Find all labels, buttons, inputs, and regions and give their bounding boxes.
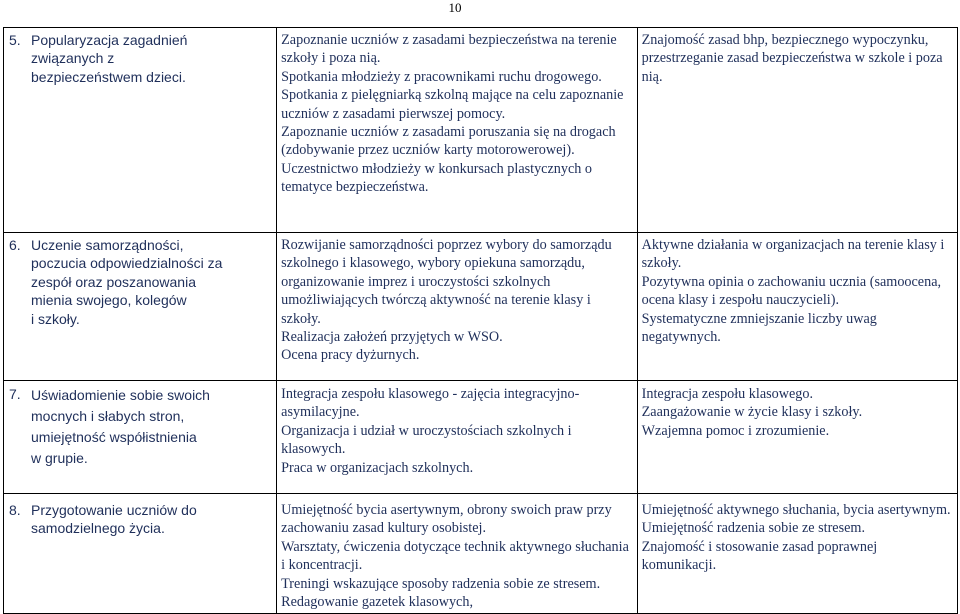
row-number: 8. (9, 502, 21, 518)
goal-line: Uświadomienie sobie swoich (31, 387, 210, 403)
row-number: 5. (9, 32, 21, 48)
action-text: Spotkania młodzieży z pracownikami ruchu drogowego. (281, 68, 602, 85)
row-number: 6. (9, 237, 21, 253)
goal-line: umiejętność współistnienia (31, 429, 197, 445)
table-row (4, 28, 958, 233)
goal-line: zespół oraz poszanowania (31, 273, 196, 290)
action-text: Zapoznanie uczniów z zasadami poruszania się na drogach (zdobywanie przez uczniów karty motorowerowej). (281, 124, 616, 159)
goal-line: bezpieczeństwem dzieci. (31, 68, 186, 85)
effects-cell (637, 494, 957, 614)
page-number: 10 (448, 0, 462, 15)
goal-cell (4, 28, 277, 233)
action-text: Rozwijanie samorządności poprzez wybory do samorządu szkolnego i klasowego, wybory opiekuna samorządu, organizowanie imprez i uroczystości szkolnych umożliwiających twórczą aktywność na terenie klasy i szkoły. (281, 237, 612, 327)
goal-line: Popularyzacja zagadnień (31, 32, 188, 48)
goal-line: mocnych i słabych stron, (31, 408, 185, 424)
goal-cell (4, 233, 277, 381)
table-row (4, 494, 958, 614)
effect-text: Znajomość zasad bhp, bezpiecznego wypoczynku, przestrzeganie zasad bezpieczeństwa w szkole i poza nią. (641, 32, 943, 85)
action-text: Realizacja założeń przyjętych w WSO. (281, 329, 503, 346)
goal-line: w grupie. (31, 450, 88, 466)
effects-cell (637, 28, 957, 233)
action-text: Integracja zespołu klasowego - zajęcia integracyjno-asymilacyjne. (281, 386, 580, 421)
effect-text: Zaangażowanie w życie klasy i szkoły. (641, 404, 863, 421)
goal-cell (4, 494, 277, 614)
actions-cell (277, 28, 638, 233)
goal-line: związanych z (31, 50, 115, 67)
goal-line: poczucia odpowiedzialności za (31, 255, 223, 272)
effect-text: Systematyczne zmniejszanie liczby uwag negatywnych. (641, 310, 877, 346)
effect-text: Umiejętność radzenia sobie ze stresem. (641, 520, 866, 537)
row-number: 7. (9, 386, 21, 402)
action-text: Umiejętność bycia asertywnym, obrony swoich praw przy zachowaniu zasad kultury osobistej. (281, 502, 612, 537)
program-table (3, 27, 958, 614)
table-row (4, 381, 958, 494)
effect-text: Aktywne działania w organizacjach na terenie klasy i szkoły. (641, 237, 945, 272)
actions-cell (277, 233, 638, 381)
actions-cell (277, 381, 638, 494)
effect-text: Pozytywna opinia o zachowaniu ucznia (samoocena, ocena klasy i zespołu nauczycieli). (641, 273, 942, 309)
effect-text: Znajomość i stosowanie zasad poprawnej komunikacji. (641, 538, 878, 574)
action-text: Ocena pracy dyżurnych. (281, 347, 420, 364)
action-text: Spotkania z pielęgniarką szkolną mające na celu zapoznanie uczniów z zasadami pierwszej pomocy. (281, 87, 624, 122)
action-text: Warsztaty, ćwiczenia dotyczące technik aktywnego słuchania i koncentracji. (281, 538, 629, 574)
action-text: Uczestnictwo młodzieży w konkursach plastycznych o tematyce bezpieczeństwa. (281, 160, 592, 196)
action-text: Praca w organizacjach szkolnych. (281, 459, 474, 476)
effects-cell (637, 381, 957, 494)
effect-text: Umiejętność aktywnego słuchania, bycia asertywnym. (641, 502, 951, 518)
goal-line: i szkoły. (31, 310, 80, 327)
effect-text: Wzajemna pomoc i zrozumienie. (641, 422, 830, 439)
goal-line: samodzielnego życia. (31, 520, 165, 537)
goal-line: Uczenie samorządności, (31, 237, 184, 253)
goal-line: Przygotowanie uczniów do (31, 502, 197, 518)
table-row (4, 233, 958, 381)
actions-cell (277, 494, 638, 614)
effect-text: Integracja zespołu klasowego. (641, 386, 814, 402)
action-text: Treningi wskazujące sposoby radzenia sobie ze stresem. Redagowanie gazetek klasowych, (281, 575, 601, 611)
goal-line: mienia swojego, kolegów (31, 292, 187, 309)
action-text: Zapoznanie uczniów z zasadami bezpieczeństwa na terenie szkoły i poza nią. (281, 32, 617, 67)
action-text: Organizacja i udział w uroczystościach szkolnych i klasowych. (281, 422, 572, 458)
effects-cell (637, 233, 957, 381)
goal-cell (4, 381, 277, 494)
